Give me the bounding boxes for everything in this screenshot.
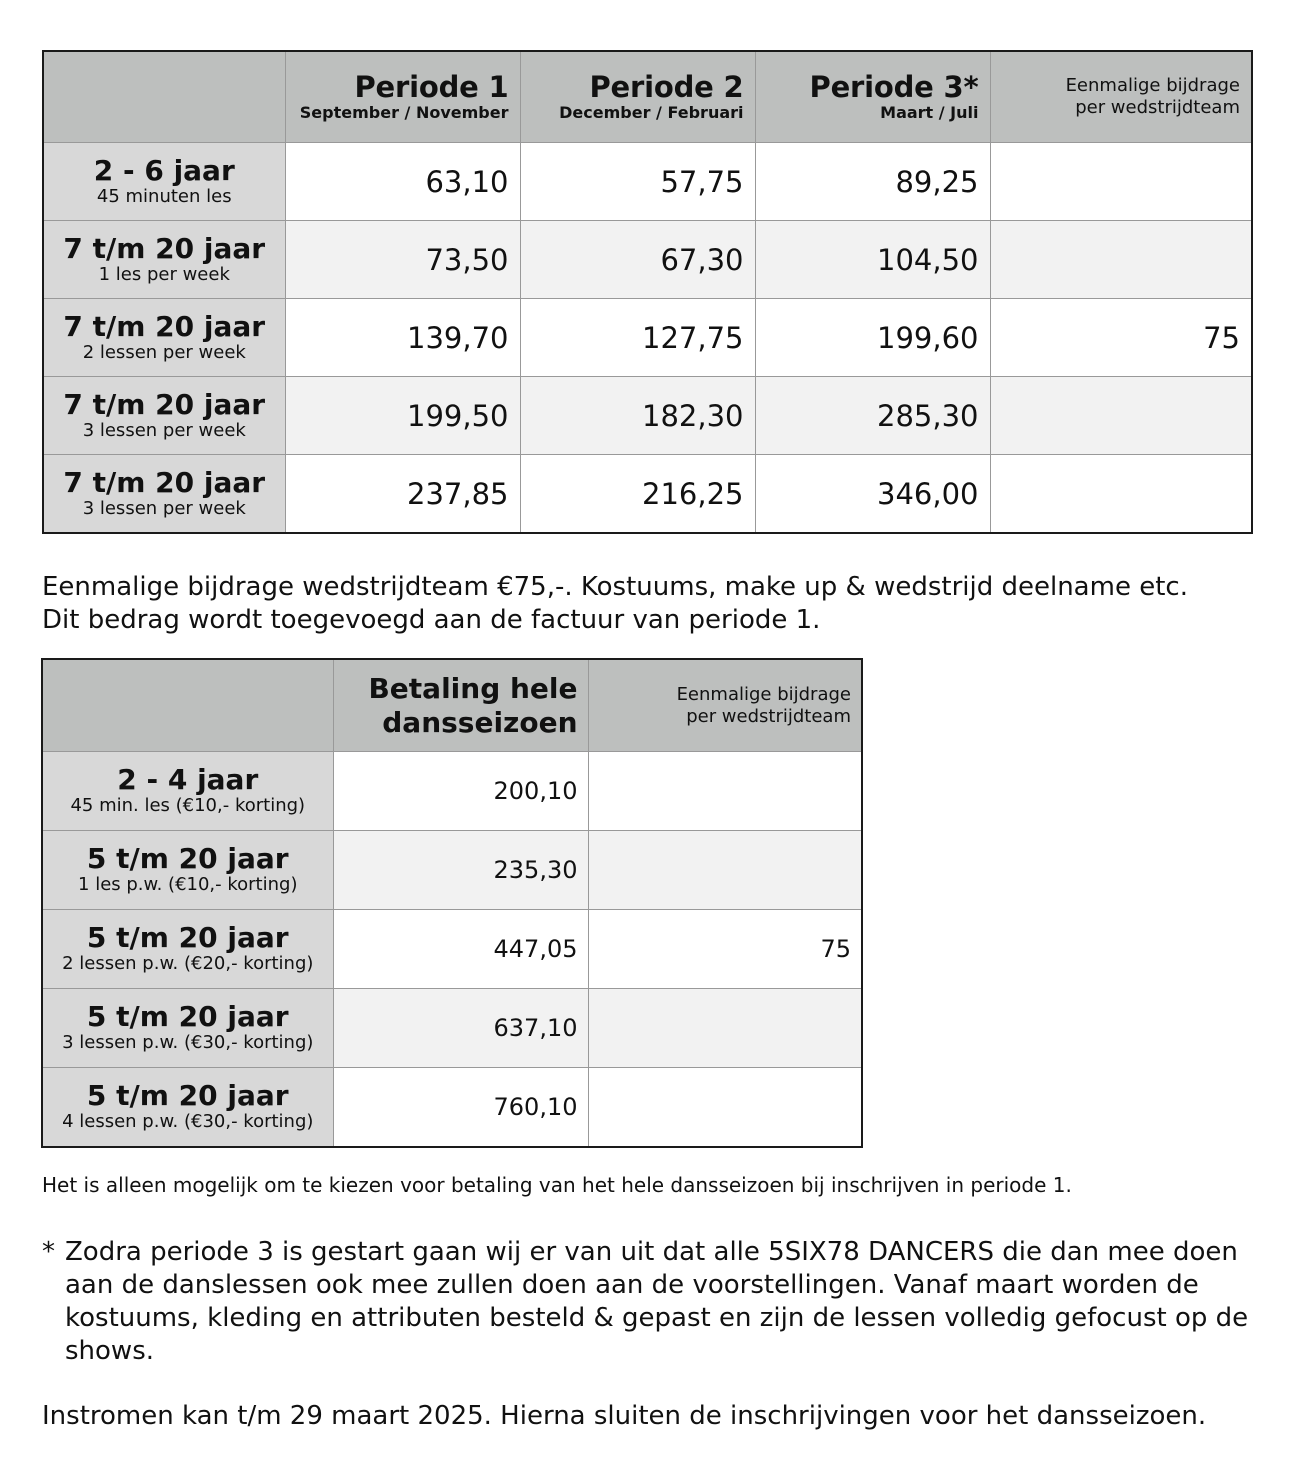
price-bijdrage <box>990 221 1252 299</box>
price-periode-2: 57,75 <box>520 143 755 221</box>
price-season: 235,30 <box>333 831 588 910</box>
row-label: 2 - 4 jaar 45 min. les (€10,- korting) <box>42 752 333 831</box>
price-periode-2: 216,25 <box>520 455 755 534</box>
table-row <box>42 1068 862 1148</box>
price-periode-1: 73,50 <box>285 221 520 299</box>
price-bijdrage <box>990 455 1252 534</box>
price-periode-1: 139,70 <box>285 299 520 377</box>
table-row <box>43 377 1252 455</box>
row-label: 7 t/m 20 jaar 3 lessen per week <box>43 377 285 455</box>
table-row <box>43 143 1252 221</box>
row-label: 2 - 6 jaar 45 minuten les <box>43 143 285 221</box>
header-periode-1: Periode 1 September / November <box>285 51 520 143</box>
price-bijdrage <box>990 143 1252 221</box>
table-row <box>43 221 1252 299</box>
periode-price-table <box>42 50 1253 534</box>
table-row <box>42 752 862 831</box>
price-bijdrage <box>588 752 862 831</box>
price-periode-3: 285,30 <box>755 377 990 455</box>
table-row <box>42 989 862 1068</box>
price-periode-2: 182,30 <box>520 377 755 455</box>
price-bijdrage <box>588 1068 862 1148</box>
price-bijdrage <box>990 377 1252 455</box>
price-season: 760,10 <box>333 1068 588 1148</box>
table-header-row <box>42 659 862 752</box>
price-periode-2: 127,75 <box>520 299 755 377</box>
price-periode-2: 67,30 <box>520 221 755 299</box>
price-periode-3: 104,50 <box>755 221 990 299</box>
header-eenmalige-bijdrage: Eenmalige bijdrage per wedstrijdteam <box>588 659 862 752</box>
row-label: 5 t/m 20 jaar 4 lessen p.w. (€30,- korting) <box>42 1068 333 1148</box>
row-label: 5 t/m 20 jaar 1 les p.w. (€10,- korting) <box>42 831 333 910</box>
footnote <box>42 1236 1257 1368</box>
header-eenmalige-bijdrage: Eenmalige bijdrage per wedstrijdteam <box>990 51 1252 143</box>
footnote-text: Zodra periode 3 is gestart gaan wij er van uit dat alle 5SIX78 DANCERS die dan mee doen aan de danslessen ook mee zullen doen aan de voorstellingen. Vanaf maart worden de kostuums, kleding en attributen besteld & gepast en zijn de lessen volledig gefocust op de shows. <box>65 1237 1249 1366</box>
header-empty-cell <box>43 51 285 143</box>
row-label: 7 t/m 20 jaar 2 lessen per week <box>43 299 285 377</box>
row-label: 5 t/m 20 jaar 3 lessen p.w. (€30,- korting) <box>42 989 333 1068</box>
price-bijdrage: 75 <box>990 299 1252 377</box>
header-empty-cell <box>42 659 333 752</box>
price-season: 447,05 <box>333 910 588 989</box>
table-row <box>43 455 1252 534</box>
row-label: 5 t/m 20 jaar 2 lessen p.w. (€20,- korting) <box>42 910 333 989</box>
price-periode-3: 346,00 <box>755 455 990 534</box>
header-periode-2: Periode 2 December / Februari <box>520 51 755 143</box>
price-periode-1: 199,50 <box>285 377 520 455</box>
closing-note: Instromen kan t/m 29 maart 2025. Hierna sluiten de inschrijvingen voor het dansseizoen. <box>42 1401 1207 1431</box>
price-season: 200,10 <box>333 752 588 831</box>
price-bijdrage <box>588 989 862 1068</box>
price-periode-3: 89,25 <box>755 143 990 221</box>
price-periode-1: 63,10 <box>285 143 520 221</box>
table-row <box>42 831 862 910</box>
row-label: 7 t/m 20 jaar 1 les per week <box>43 221 285 299</box>
price-periode-3: 199,60 <box>755 299 990 377</box>
header-betaling-hele-dansseizoen: Betaling hele dansseizoen <box>333 659 588 752</box>
footnote-marker: * <box>42 1237 55 1267</box>
wedstrijdteam-note: Eenmalige bijdrage wedstrijdteam €75,-. Kostuums, make up & wedstrijd deelname etc. Dit bedrag wordt toegevoegd aan de factuur van periode 1. <box>42 572 1188 635</box>
row-label: 7 t/m 20 jaar 3 lessen per week <box>43 455 285 534</box>
price-bijdrage <box>588 831 862 910</box>
season-price-table <box>41 658 863 1148</box>
price-season: 637,10 <box>333 989 588 1068</box>
price-periode-1: 237,85 <box>285 455 520 534</box>
season-payment-note: Het is alleen mogelijk om te kiezen voor betaling van het hele dansseizoen bij inschrijven in periode 1. <box>42 1173 1072 1197</box>
table-header-row <box>43 51 1252 143</box>
table-row <box>43 299 1252 377</box>
header-periode-3: Periode 3* Maart / Juli <box>755 51 990 143</box>
table-row <box>42 910 862 989</box>
price-bijdrage: 75 <box>588 910 862 989</box>
